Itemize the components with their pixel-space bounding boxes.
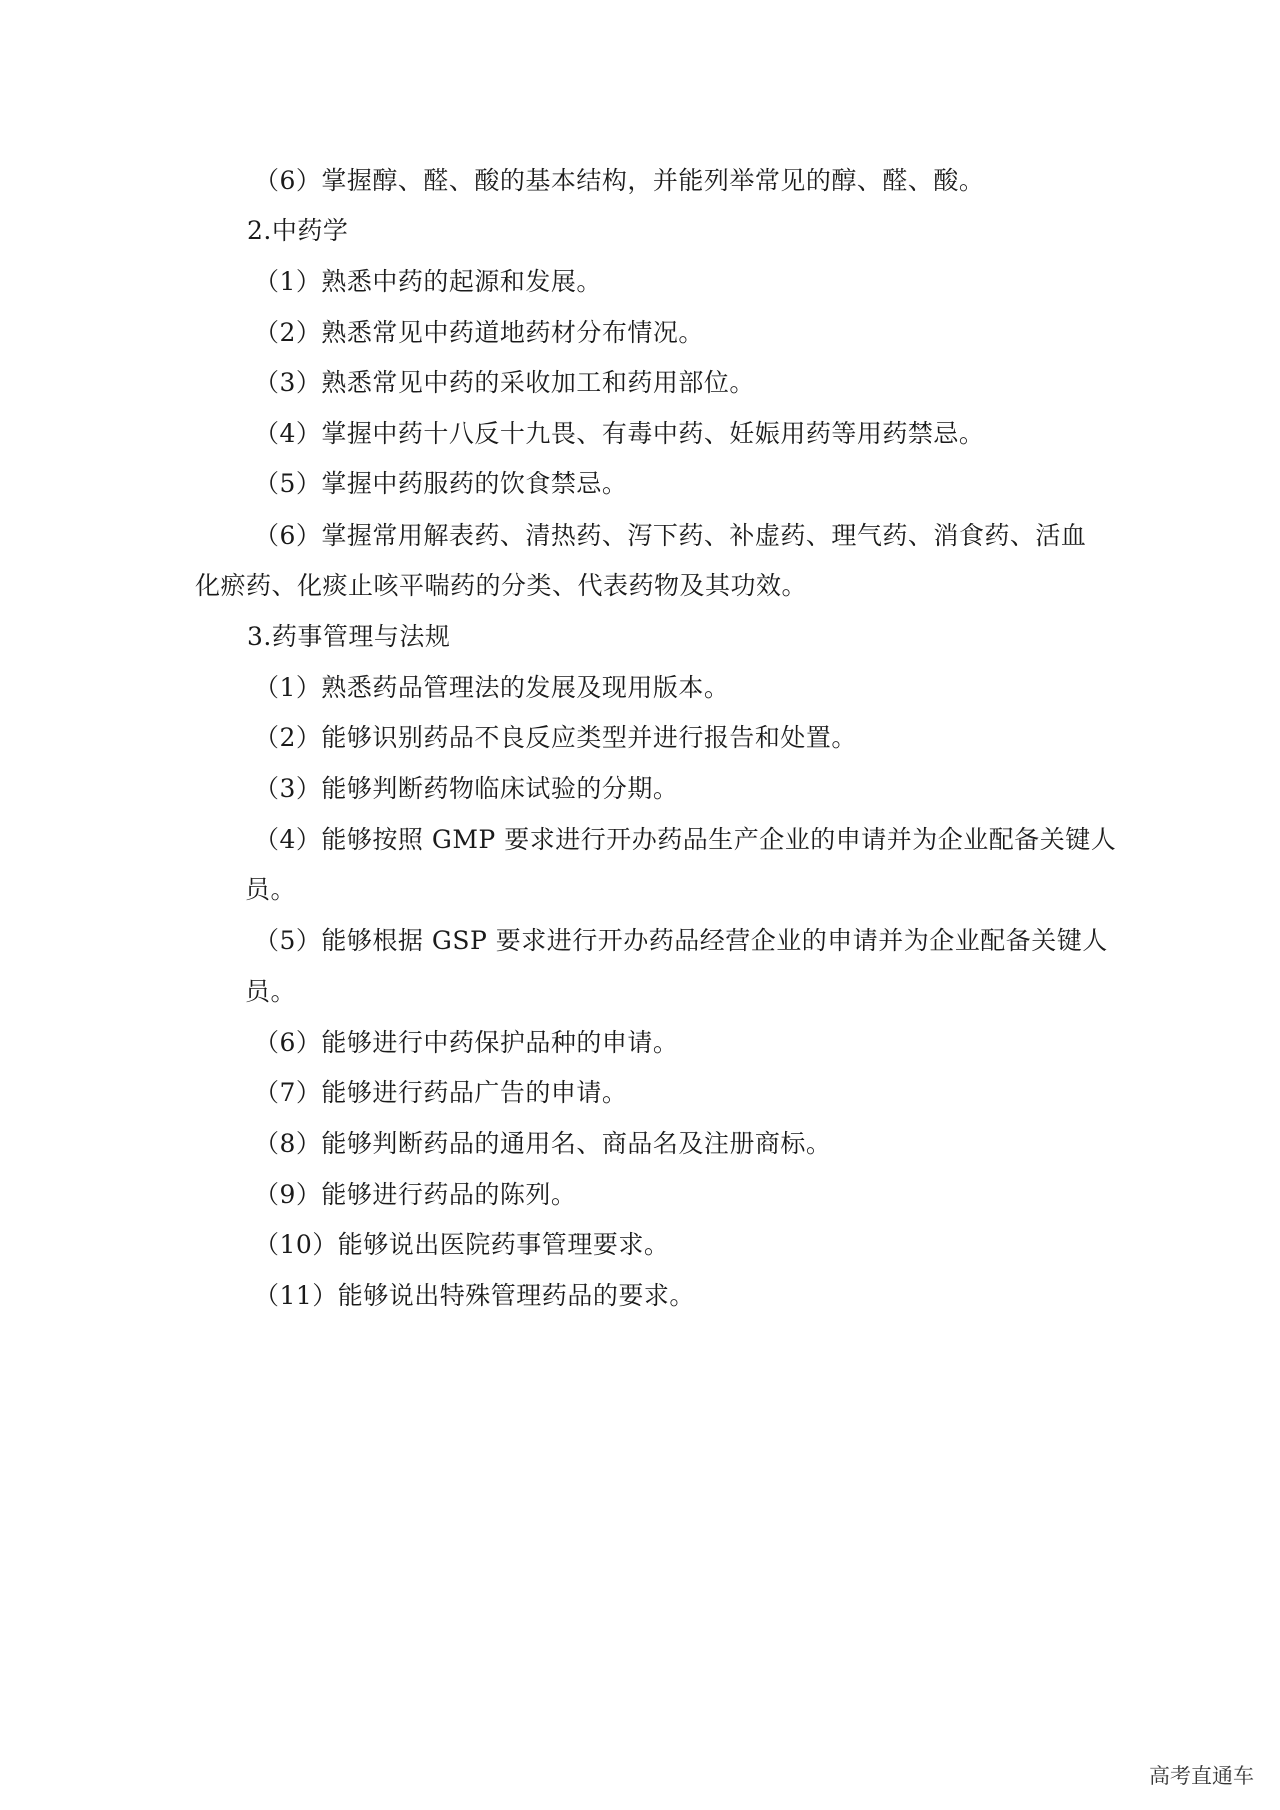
law-item-4-continued: 员。 — [245, 875, 297, 904]
tcm-item-6-continued: 化瘀药、化痰止咳平喘药的分类、代表药物及其功效。 — [195, 571, 808, 600]
tcm-item-3: （3）熟悉常见中药的采收加工和药用部位。 — [254, 368, 755, 397]
tcm-item-1: （1）熟悉中药的起源和发展。 — [254, 267, 602, 296]
law-item-3: （3）能够判断药物临床试验的分期。 — [254, 774, 679, 803]
law-item-8: （8）能够判断药品的通用名、商品名及注册商标。 — [254, 1129, 832, 1158]
law-item-11: （11）能够说出特殊管理药品的要求。 — [254, 1281, 695, 1310]
tcm-item-2: （2）熟悉常见中药道地药材分布情况。 — [254, 318, 704, 347]
section-heading-pharmacy-law: 3.药事管理与法规 — [247, 622, 451, 651]
tcm-item-4: （4）掌握中药十八反十九畏、有毒中药、妊娠用药等用药禁忌。 — [254, 419, 985, 448]
section-heading-tcm: 2.中药学 — [247, 216, 349, 245]
item-6-chemistry: （6）掌握醇、醛、酸的基本结构，并能列举常见的醇、醛、酸。 — [254, 166, 985, 195]
law-item-10: （10）能够说出医院药事管理要求。 — [254, 1230, 670, 1259]
watermark-text: 高考直通车 — [1149, 1764, 1254, 1788]
law-item-4: （4）能够按照 GMP 要求进行开办药品生产企业的申请并为企业配备关键人 — [254, 825, 1117, 854]
law-item-9: （9）能够进行药品的陈列。 — [254, 1180, 577, 1209]
law-item-7: （7）能够进行药品广告的申请。 — [254, 1078, 628, 1107]
law-item-2: （2）能够识别药品不良反应类型并进行报告和处置。 — [254, 723, 857, 752]
law-item-5-continued: 员。 — [245, 977, 297, 1006]
law-item-1: （1）熟悉药品管理法的发展及现用版本。 — [254, 673, 730, 702]
law-item-6: （6）能够进行中药保护品种的申请。 — [254, 1028, 679, 1057]
law-item-5: （5）能够根据 GSP 要求进行开办药品经营企业的申请并为企业配备关键人 — [254, 926, 1108, 955]
tcm-item-5: （5）掌握中药服药的饮食禁忌。 — [254, 469, 628, 498]
tcm-item-6: （6）掌握常用解表药、清热药、泻下药、补虚药、理气药、消食药、活血 — [254, 521, 1087, 550]
